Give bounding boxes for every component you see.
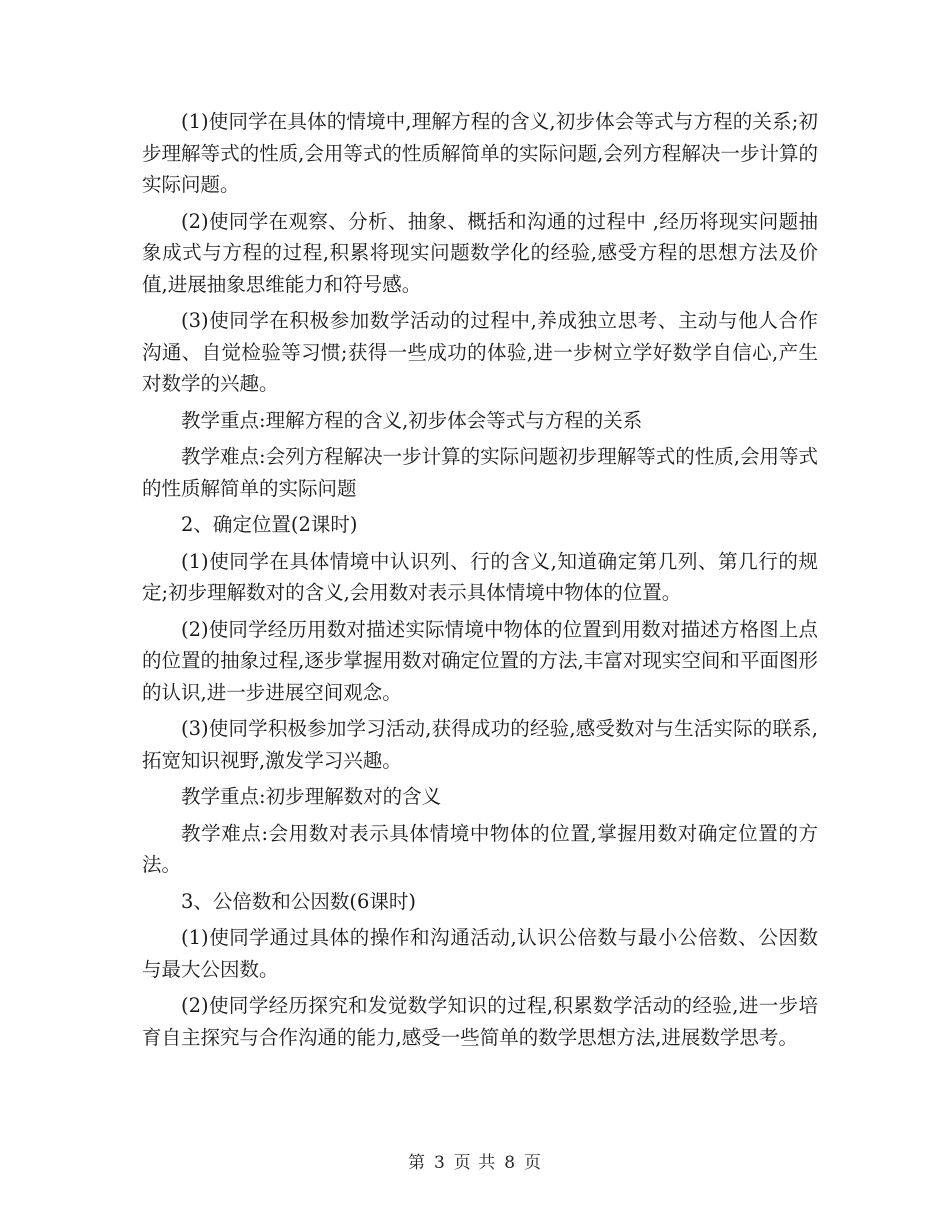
paragraph: (2)使同学经历探究和发觉数学知识的过程,积累数学活动的经验,进一步培育自主探究与合作沟通的能力,感受一些简单的数学思想方法,进展数学思考。 (142, 994, 818, 1049)
section-heading: 3、公倍数和公因数(6课时) (181, 889, 417, 913)
paragraph: (1)使同学在具体情境中认识列、行的含义,知道确定第几列、第几行的规定;初步理解数对的含义,会用数对表示具体情境中物体的位置。 (142, 549, 818, 604)
paragraph: (2)使同学经历用数对描述实际情境中物体的位置到用数对描述方格图上点的位置的抽象过程,逐步掌握用数对确定位置的方法,丰富对现实空间和平面图形的认识,进一步进展空间观念。 (142, 617, 818, 704)
key-point: 教学重点:初步理解数对的含义 (181, 785, 442, 808)
difficult-point: 教学难点:会列方程解决一步计算的实际问题初步理解等式的性质,会用等式的性质解简单的实际问题 (142, 445, 818, 500)
paragraph: (1)使同学在具体的情境中,理解方程的含义,初步体会等式与方程的关系;初步理解等式的性质,会用等式的性质解简单的实际问题,会列方程解决一步计算的实际问题。 (142, 110, 818, 196)
difficult-point: 教学难点:会用数对表示具体情境中物体的位置,掌握用数对确定位置的方法。 (142, 821, 818, 876)
current-page-number: 3 (433, 1153, 446, 1173)
section-heading: 2、确定位置(2课时) (181, 513, 358, 536)
paragraph: (3)使同学积极参加学习活动,获得成功的经验,感受数对与生活实际的联系,拓宽知识视野,激发学习兴趣。 (142, 717, 818, 772)
paragraph: (2)使同学在观察、分析、抽象、概括和沟通的过程中 ,经历将现实问题抽象成式与方程的过程,积累将现实问题数学化的经验,感受方程的思想方法及价值,进展抽象思维能力和符号感。 (142, 209, 818, 296)
page-footer (0, 1148, 950, 1173)
key-point: 教学重点:理解方程的含义,初步体会等式与方程的关系 (181, 408, 643, 432)
paragraph: (3)使同学在积极参加数学活动的过程中,养成独立思考、主动与他人合作沟通、自觉检验等习惯;获得一些成功的体验,进一步树立学好数学自信心,产生对数学的兴趣。 (142, 309, 818, 395)
paragraph: (1)使同学通过具体的操作和沟通活动,认识公倍数与最小公倍数、公因数与最大公因数。 (142, 926, 818, 981)
document-body (142, 106, 818, 1058)
footer-suffix: 页 (524, 1153, 543, 1173)
footer-prefix: 第 (407, 1153, 426, 1173)
total-pages-number: 8 (504, 1153, 517, 1173)
footer-middle: 页 共 (453, 1153, 497, 1173)
